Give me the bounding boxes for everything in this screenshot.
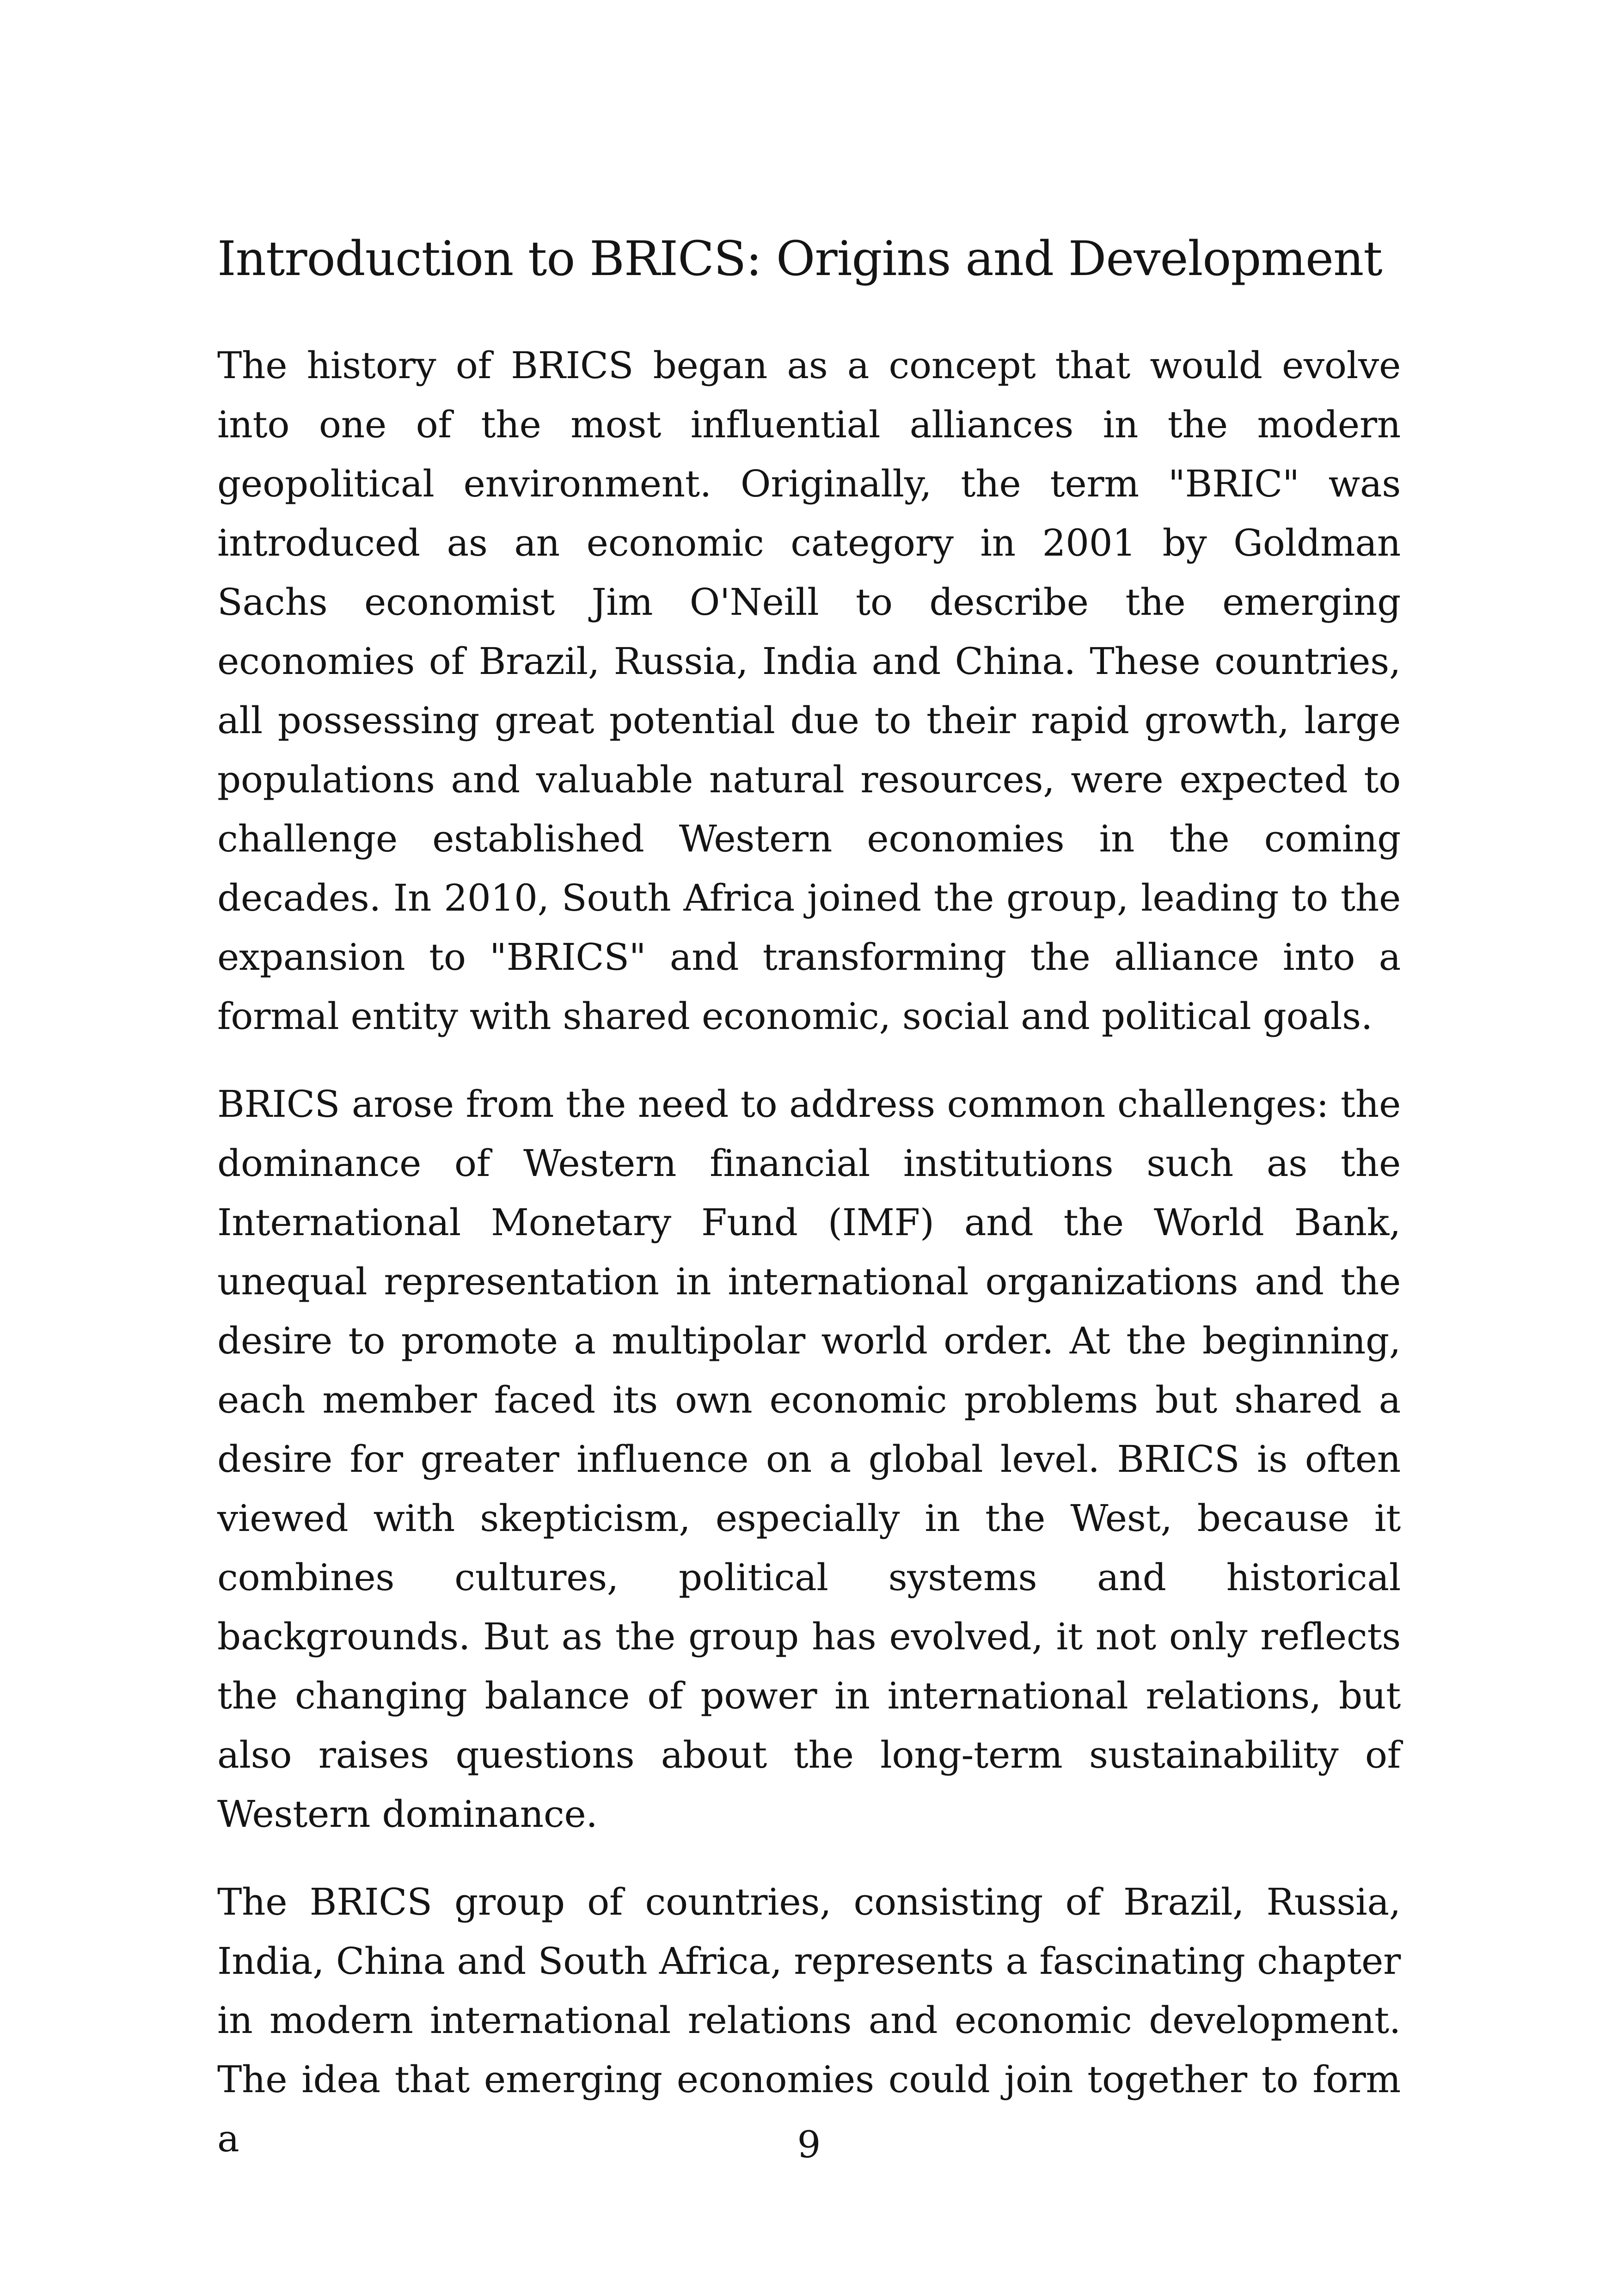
paragraph-1: The history of BRICS began as a concept that would evolve into one of the most influential alliances in the modern geopolitical environment. Originally, the term "BRIC" was introduced as an economic category in 2001 by Goldman Sachs economist Jim O'Neill to describe the emerging economies of Brazil, Russia, India and China. These countries, all possessing great potential due to their rapid growth, large populations and valuable natural resources, were expected to challenge established Western economies in the coming decades. In 2010, South Africa joined the group, leading to the expansion to "BRICS" and transforming the alliance into a formal entity with shared economic, social and political goals.	[217, 344, 1401, 1038]
page-number: 9	[797, 2123, 821, 2166]
page-content	[217, 224, 1401, 2168]
chapter-heading: Introduction to BRICS: Origins and Development	[217, 231, 1382, 287]
paragraph-3: The BRICS group of countries, consisting of Brazil, Russia, India, China and South Africa, represents a fascinating chapter in modern international relations and economic development. The idea that emerging economies could join together to form a	[217, 1880, 1401, 2160]
paragraph-2: BRICS arose from the need to address common challenges: the dominance of Western financial institutions such as the International Monetary Fund (IMF) and the World Bank, unequal representation in international organizations and the desire to promote a multipolar world order. At the beginning, each member faced its own economic problems but shared a desire for greater influence on a global level. BRICS is often viewed with skepticism, especially in the West, because it combines cultures, political systems and historical backgrounds. But as the group has evolved, it not only reflects the changing balance of power in international relations, but also raises questions about the long-term sustainability of Western dominance.	[217, 1083, 1401, 1836]
